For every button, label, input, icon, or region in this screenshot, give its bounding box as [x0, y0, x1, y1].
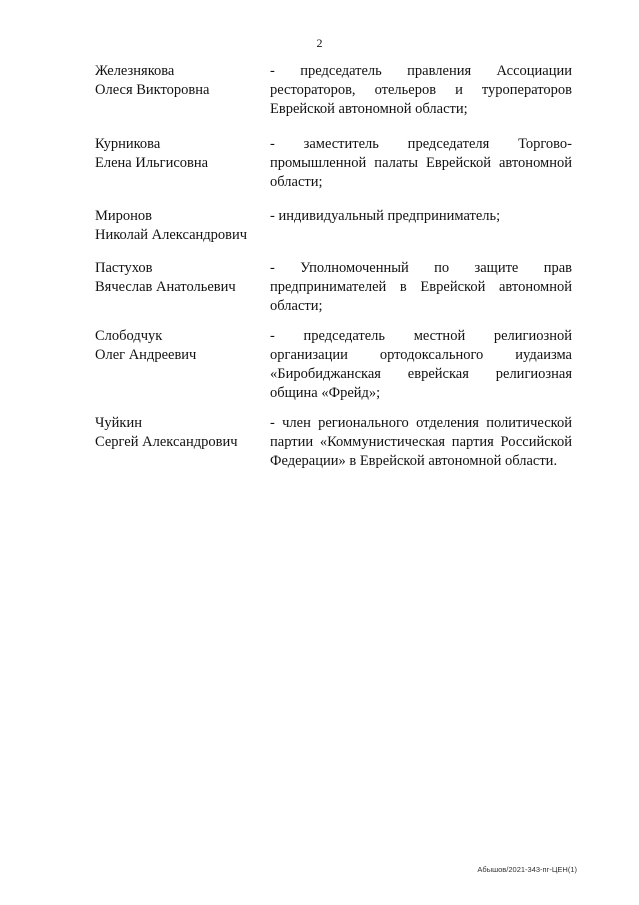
- member-name: [95, 207, 270, 259]
- member-name: [95, 135, 270, 207]
- member-list: [95, 62, 572, 471]
- member-given-names: Олеся Викторовна: [95, 82, 210, 98]
- member-given-names: Вячеслав Анатольевич: [95, 279, 236, 295]
- member-entry: [95, 327, 572, 414]
- member-role: - индивидуальный предприниматель;: [270, 208, 501, 224]
- member-entry: [95, 62, 572, 135]
- member-surname: Миронов: [95, 208, 153, 224]
- member-entry: [95, 135, 572, 207]
- page-number: 2: [316, 36, 323, 50]
- member-role: - заместитель председателя Торгово-промышленной палаты Еврейской автономной области;: [270, 136, 572, 190]
- member-name: [95, 259, 270, 327]
- member-surname: Слободчук: [95, 328, 163, 344]
- member-given-names: Олег Андреевич: [95, 347, 197, 363]
- member-role: - член регионального отделения политической партии «Коммунистическая партия Российской Федерации» в Еврейской автономной области.: [270, 415, 572, 469]
- member-surname: Железнякова: [95, 63, 175, 79]
- member-name: [95, 327, 270, 414]
- member-given-names: Николай Александрович: [95, 227, 248, 243]
- member-name: [95, 414, 270, 471]
- member-surname: Пастухов: [95, 260, 153, 276]
- member-role: - председатель правления Ассоциации рестораторов, отельеров и туроператоров Еврейской автономной области;: [270, 63, 572, 117]
- member-given-names: Елена Ильгисовна: [95, 155, 209, 171]
- member-entry: [95, 414, 572, 471]
- member-role: - председатель местной религиозной организации ортодоксального иудаизма «Биробиджанская еврейская религиозная община «Фрейд»;: [270, 328, 572, 401]
- member-given-names: Сергей Александрович: [95, 434, 238, 450]
- document-code: Абышов/2021-343-пг-ЦЕН(1): [477, 865, 577, 874]
- member-surname: Курникова: [95, 136, 161, 152]
- member-entry: [95, 207, 572, 259]
- member-role: - Уполномоченный по защите прав предпринимателей в Еврейской автономной области;: [270, 260, 572, 314]
- member-name: [95, 62, 270, 135]
- member-surname: Чуйкин: [95, 415, 142, 431]
- member-entry: [95, 259, 572, 327]
